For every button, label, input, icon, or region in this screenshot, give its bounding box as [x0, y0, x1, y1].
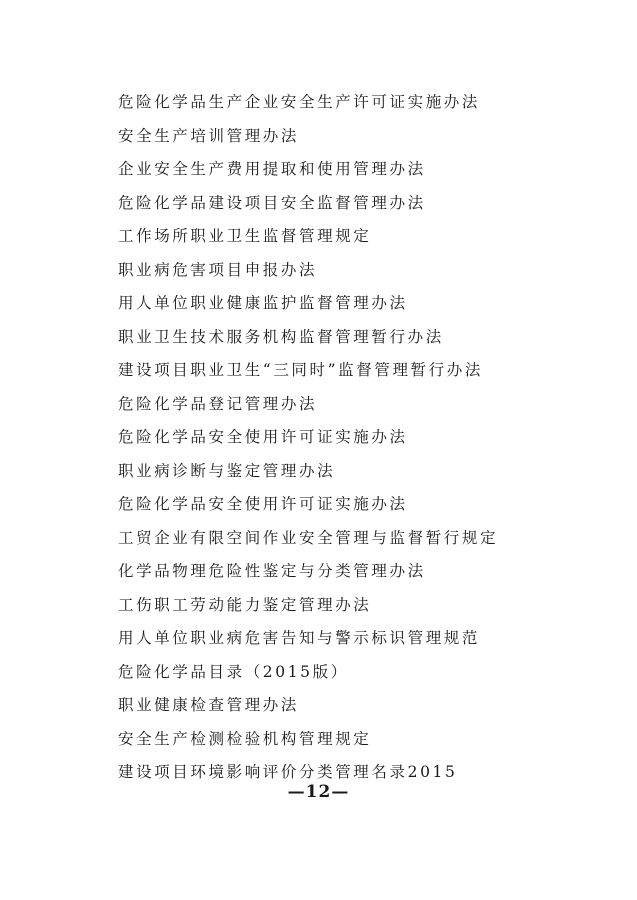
list-item: 企业安全生产费用提取和使用管理办法 [118, 160, 426, 178]
list-item: 安全生产培训管理办法 [118, 126, 300, 145]
list-item: 职业病危害项目申报办法 [118, 260, 318, 279]
list-item: 危险化学品安全使用许可证实施办法 [118, 428, 408, 446]
page-number: —12— [287, 782, 350, 802]
list-item: 安全生产检测检验机构管理规定 [118, 729, 372, 748]
list-item: 危险化学品目录（2015版） [118, 662, 349, 681]
list-item: 危险化学品安全使用许可证实施办法 [118, 495, 408, 513]
list-item: 化学品物理危险性鉴定与分类管理办法 [118, 562, 426, 580]
list-item: 职业病诊断与鉴定管理办法 [118, 461, 336, 480]
list-item: 工伤职工劳动能力鉴定管理办法 [118, 595, 372, 614]
list-item: 危险化学品登记管理办法 [118, 394, 318, 413]
list-item: 危险化学品建设项目安全监督管理办法 [118, 193, 426, 212]
list-item: 职业健康检查管理办法 [118, 696, 300, 714]
list-item: 建设项目环境影响评价分类管理名录2015 [118, 763, 458, 781]
list-item: 工作场所职业卫生监督管理规定 [118, 227, 372, 245]
list-item: 职业卫生技术服务机构监督管理暂行办法 [118, 327, 444, 346]
list-item: 用人单位职业健康监护监督管理办法 [118, 294, 408, 312]
list-item: 建设项目职业卫生“三同时”监督管理暂行办法 [118, 361, 483, 379]
regulation-list [118, 86, 498, 790]
list-item: 危险化学品生产企业安全生产许可证实施办法 [118, 93, 481, 111]
list-item: 用人单位职业病危害告知与警示标识管理规范 [118, 629, 481, 647]
list-item: 工贸企业有限空间作业安全管理与监督暂行规定 [118, 528, 499, 547]
